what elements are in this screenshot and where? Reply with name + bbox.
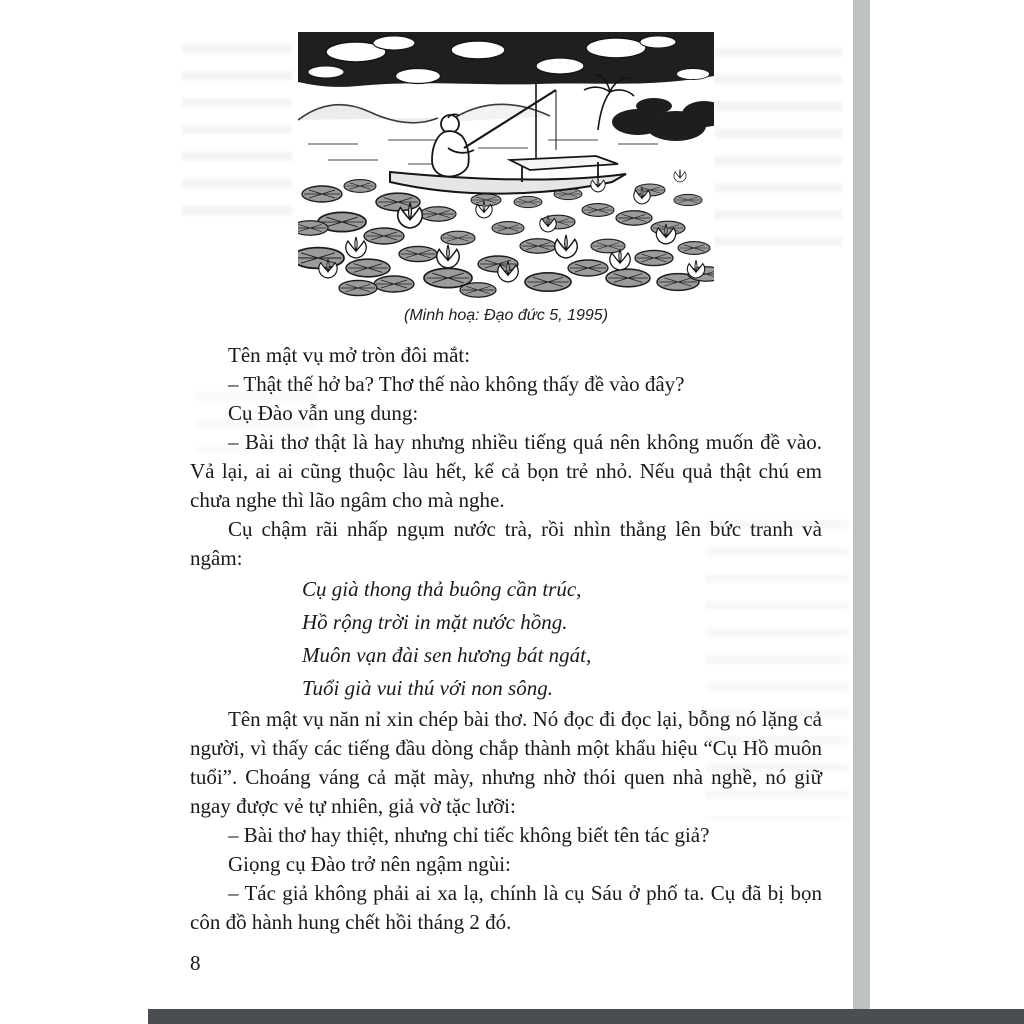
figure <box>298 32 714 325</box>
verse-line: Cụ già thong thả buông cần trúc, <box>302 577 582 601</box>
figure-caption: (Minh hoạ: Đạo đức 5, 1995) <box>403 307 609 324</box>
scan-edge-strip <box>853 0 870 1012</box>
page-content <box>190 32 822 976</box>
paragraph: – Thật thế hở ba? Thơ thế nào không thấy đề vào đây? <box>228 372 685 396</box>
paragraph: Giọng cụ Đào trở nên ngậm ngùi: <box>228 852 511 876</box>
paragraph: Tên mật vụ mở tròn đôi mắt: <box>228 343 471 367</box>
body-text <box>190 341 822 937</box>
paragraph: Cụ Đào vẫn ung dung: <box>228 401 419 425</box>
paragraph: – Tác giả không phải ai xa lạ, chính là cụ Sáu ở phố ta. Cụ đã bị bọn côn đồ hành hung chết hồi tháng 2 đó. <box>190 881 822 934</box>
verse-line: Hồ rộng trời in mặt nước hồng. <box>302 610 568 634</box>
verse-line: Tuổi già vui thú với non sông. <box>302 676 553 700</box>
page-number: 8 <box>190 951 201 975</box>
verse-line: Muôn vạn đài sen hương bát ngát, <box>302 643 592 667</box>
paragraph: Tên mật vụ năn nỉ xin chép bài thơ. Nó đọc đi đọc lại, bỗng nó lặng cả người, vì thấy các tiếng đầu dòng chắp thành một khẩu hiệu “Cụ Hồ muôn tuổi”. Choáng váng cả mặt mày, nhưng nhờ thói quen nhà nghề, nó giữ ngay được vẻ tự nhiên, giả vờ tặc lưỡi: <box>190 707 822 818</box>
scan-bottom-bar <box>148 1009 1024 1024</box>
illustration-fishing-scene <box>298 32 714 298</box>
paragraph: – Bài thơ hay thiệt, nhưng chỉ tiếc không biết tên tác giả? <box>228 823 710 847</box>
paragraph: – Bài thơ thật là hay nhưng nhiều tiếng quá nên không muốn đề vào. Vả lại, ai ai cũng thuộc làu hết, kể cả bọn trẻ nhỏ. Nếu quả thật chú em chưa nghe thì lão ngâm cho mà nghe. <box>190 430 822 512</box>
paragraph: Cụ chậm rãi nhấp ngụm nước trà, rồi nhìn thẳng lên bức tranh và ngâm: <box>190 517 822 570</box>
